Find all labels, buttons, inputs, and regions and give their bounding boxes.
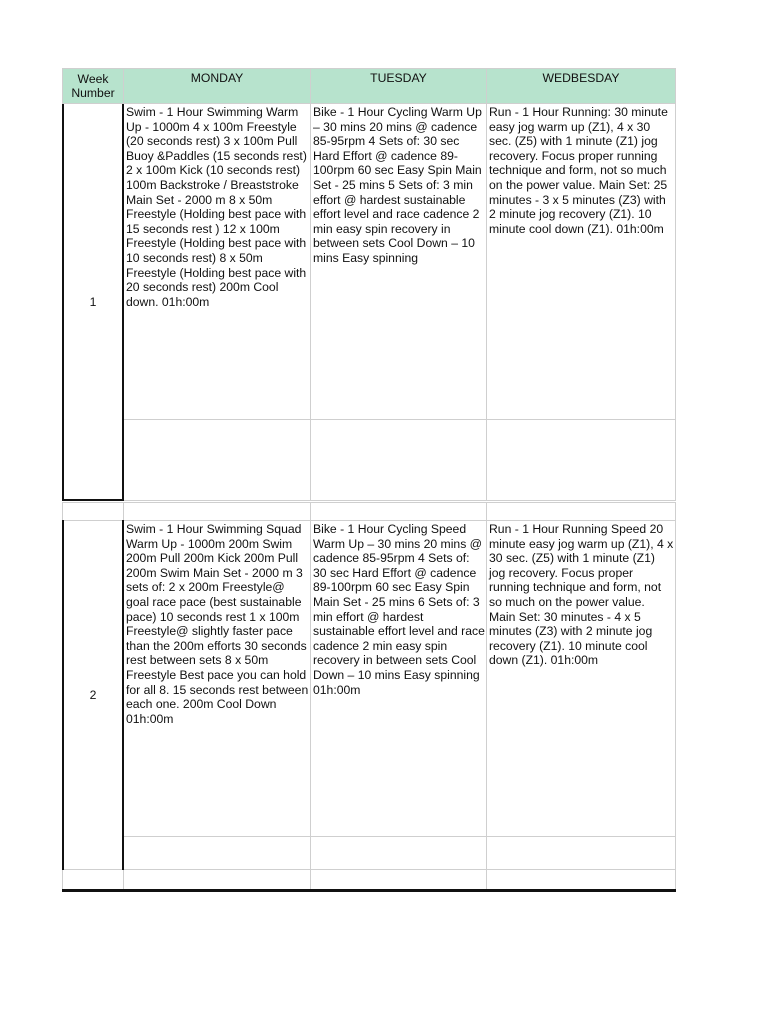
week1-wednesday-run: Run - 1 Hour Running: 30 minute easy jog warm up (Z1), 4 x 30 sec. (Z5) with 1 minute (Z1) jog recovery. Focus proper running technique and form, not so much on the power value. Main Set: 25 minutes - 3 x 5 minutes (Z3) with 2 minute jog recovery (Z1). 10 minute cool down (Z1). 01h:00m	[486, 103, 676, 420]
week2-wednesday-run: Run - 1 Hour Running Speed 20 minute easy jog warm up (Z1), 4 x 30 sec. (Z5) with 1 minute (Z1) jog recovery. Focus proper running technique and form, not so much on the power value. Main Set: 30 minutes - 4 x 5 minutes (Z3) with 2 minute jog recovery (Z1). 10 minute cool down (Z1). 01h:00m	[486, 520, 676, 837]
header-wednesday: WEDBESDAY	[486, 68, 676, 104]
training-schedule-table	[62, 68, 676, 892]
table-bottom-border	[62, 889, 676, 892]
week1-empty-cell	[310, 419, 487, 501]
spacer-cell	[62, 502, 124, 521]
week2-block-left-border	[62, 520, 64, 870]
week2-empty-cell	[123, 836, 311, 870]
week1-tuesday-bike: Bike - 1 Hour Cycling Warm Up – 30 mins 20 mins @ cadence 85-95rpm 4 Sets of: 30 sec Hard Effort @ cadence 89-100rpm 60 sec Easy Spin Main Set - 25 mins 5 Sets of: 3 min effort @ hardest sustainable effort level and race cadence 2 min easy spin recovery in between sets Cool Down – 10 mins Easy spinning	[310, 103, 487, 420]
week1-monday-swim: Swim - 1 Hour Swimming Warm Up - 1000m 4 x 100m Freestyle (20 seconds rest) 3 x 100m Pull Buoy &Paddles (15 seconds rest) 2 x 100m Kick (10 seconds rest) 100m Backstroke / Breaststroke Main Set - 2000 m 8 x 50m Freestyle (Holding best pace with 15 seconds rest ) 12 x 100m Freestyle (Holding best pace with 10 seconds rest) 8 x 50m Freestyle (Holding best pace with 20 seconds rest) 200m Cool down. 01h:00m	[123, 103, 311, 420]
week2-empty-cell	[310, 836, 487, 870]
week2-tuesday-bike: Bike - 1 Hour Cycling Speed Warm Up – 30 mins 20 mins @ cadence 85-95rpm 4 Sets of: 30 sec Hard Effort @ cadence 89-100rpm 60 sec Easy Spin Main Set - 25 mins 6 Sets of: 3 min effort @ hardest sustainable effort level and race cadence 2 min easy spin recovery in between sets Cool Down – 10 mins Easy spinning 01h:00m	[310, 520, 487, 837]
spacer-cell	[310, 502, 487, 521]
spacer-cell	[123, 502, 311, 521]
header-tuesday: TUESDAY	[310, 68, 487, 104]
header-week-number: Week Number	[62, 68, 124, 104]
final-row-cell	[310, 869, 487, 890]
week-number-2: 2	[62, 520, 124, 870]
week1-block-bottom-border	[62, 499, 124, 501]
week1-block-left-border	[62, 104, 64, 501]
week2-empty-cell	[486, 836, 676, 870]
header-monday: MONDAY	[123, 68, 311, 104]
final-row-cell	[123, 869, 311, 890]
week2-monday-swim: Swim - 1 Hour Swimming Squad Warm Up - 1000m 200m Swim 200m Pull 200m Kick 200m Pull 200m Swim Main Set - 2000 m 3 sets of: 2 x 200m Freestyle@ goal race pace (best sustainable pace) 10 seconds rest 1 x 100m Freestyle@ slightly faster pace than the 200m efforts 30 seconds rest between sets 8 x 50m Freestyle Best pace you can hold for all 8. 15 seconds rest between each one. 200m Cool Down 01h:00m	[123, 520, 311, 837]
week1-empty-cell	[486, 419, 676, 501]
spacer-cell	[486, 502, 676, 521]
week1-empty-cell	[123, 419, 311, 501]
week1-block-right-border	[122, 104, 124, 501]
final-row-cell	[486, 869, 676, 890]
week2-block-right-border	[122, 520, 124, 870]
week-number-1: 1	[62, 103, 124, 501]
final-row-cell	[62, 869, 124, 890]
